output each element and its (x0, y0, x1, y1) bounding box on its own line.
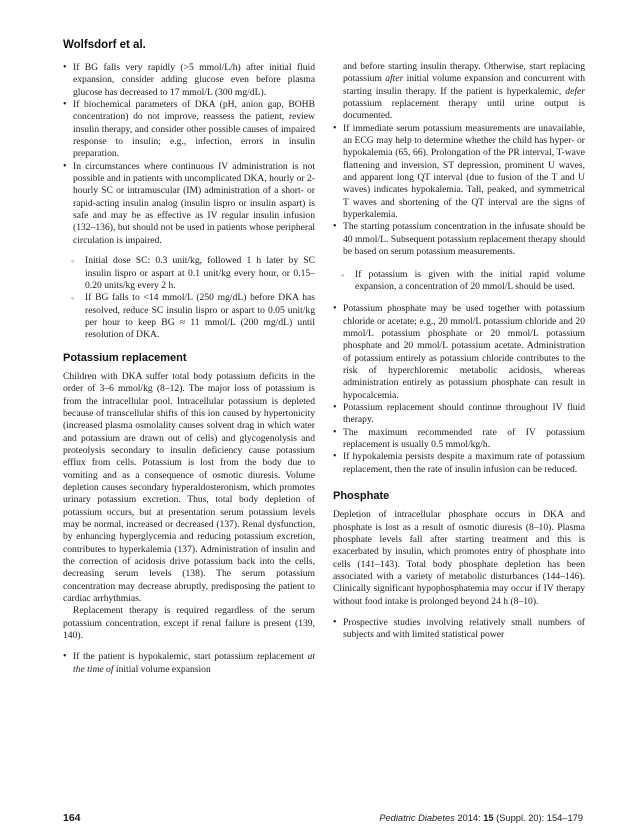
journal-citation (379, 813, 583, 823)
list-item: • The maximum recommended rate of IV potassium replacement is usually 0.5 mmol/kg/h. (333, 427, 585, 452)
journal-year: 2014: (457, 813, 481, 823)
list-item: • Prospective studies involving relatively small numbers of subjects and with limited statistical power (333, 617, 585, 642)
list-item: • If hypokalemia persists despite a maximum rate of potassium replacement, then the rate of insulin infusion can be reduced. (333, 451, 585, 476)
continuation-text: initial volume expansion and concurrent with starting insulin therapy. If the patient is hyperkalemic, (343, 73, 586, 97)
phosphate-paragraph: Depletion of intracellular phosphate occurs in DKA and phosphate is lost as a result of osmotic diuresis (8–10). Plasma phosphate levels fall after starting treatment and this is exacerbated by insulin, which promotes entry of phosphate into cells (141–143). Total body phosphate depletion has been associated with a variety of metabolic disturbances (144–146). Clinically significant hypophosphatemia may occur if IV therapy without food intake is prolonged beyond 24 h (8–10). (333, 509, 585, 607)
section-heading-phosphate: Phosphate (333, 490, 390, 502)
left-sub-bullets (63, 255, 315, 341)
continuation-italic: defer (565, 85, 585, 97)
right-mid-bullets (333, 303, 585, 476)
bullet-text: initial volume expansion (113, 663, 211, 675)
right-bottom-bullets (333, 617, 585, 642)
left-top-bullets (63, 62, 315, 247)
list-item: • In circumstances where continuous IV administration is not possible and in patients with uncomplicated DKA, hourly or 2-hourly SC or intramuscular (IM) administration of a short- or rapid-acting insulin analog (insulin lispro or insulin aspart) is safe and may be as effective as IV regular insulin infusion (132–136), but should not be used in patients whose peripheral circulation is impaired. (63, 161, 315, 247)
continuation-italic: after (385, 73, 404, 85)
list-item: • If BG falls very rapidly (>5 mmol/L/h) after initial fluid expansion, consider adding glucose even before plasma glucose has decreased to 17 mmol/L (300 mg/dL). (63, 62, 315, 99)
list-item: • Potassium phosphate may be used together with potassium chloride or acetate; e.g., 20 mmol/L potassium chloride and 20 mmol/L potassium phosphate or 20 mmol/L potassium phosphate and 20 mmol/L potassium acetate. Administration of potassium entirely as potassium chloride contributes to the risk of hyperchloremic metabolic acidosis, whereas administration entirely as potassium phosphate can result in hypocalcemia. (333, 303, 585, 402)
left-column (63, 62, 315, 676)
sub-list-item: ◦ Initial dose SC: 0.3 unit/kg, followed 1 h later by SC insulin lispro or aspart at 0.1 unit/kg every hour, or 0.15–0.20 units/kg every 2 h. (63, 255, 315, 292)
journal-issue-pages: (Suppl. 20): 154–179 (496, 813, 583, 823)
bullet-text: If the patient is hypokalemic, start potassium replacement (73, 651, 308, 663)
list-item (63, 651, 315, 676)
journal-name: Pediatric Diabetes (379, 813, 455, 823)
sub-list-item: ◦ If BG falls to <14 mmol/L (250 mg/dL) before DKA has resolved, reduce SC insulin lispro or aspart to 0.05 unit/kg per hour to keep BG ≈ 11 mmol/L (200 mg/dL) until resolution of DKA. (63, 292, 315, 341)
potassium-paragraph-2: Replacement therapy is required regardless of the serum potassium concentration, except if renal failure is present (139, 140). (63, 605, 315, 642)
right-top-bullets (333, 123, 585, 259)
list-item: • If immediate serum potassium measurements are unavailable, an ECG may help to determine whether the child has hyper- or hypokalemia (65, 66). Prolongation of the PR interval, T-wave flattening and inversion, ST depression, prominent U waves, and apparent long QT interval (due to fusion of the T and U waves) indicates hypokalemia. Tall, peaked, and symmetrical T waves and shortening of the QT interval are the signs of hyperkalemia. (333, 123, 585, 222)
list-item: • If biochemical parameters of DKA (pH, anion gap, BOHB concentration) do not improve, reassess the patient, review insulin therapy, and consider other possible causes of impaired response to insulin; e.g., infection, errors in insulin preparation. (63, 99, 315, 161)
journal-volume: 15 (483, 813, 494, 823)
page-number: 164 (63, 812, 81, 824)
running-head: Wolfsdorf et al. (63, 39, 146, 51)
list-item: • The starting potassium concentration in the infusate should be 40 mmol/L. Subsequent potassium replacement therapy should be based on serum potassium measurements. (333, 221, 585, 258)
right-column (333, 61, 585, 642)
continuation-paragraph (333, 61, 585, 123)
list-item: • Potassium replacement should continue throughout IV fluid therapy. (333, 402, 585, 427)
section-heading-potassium: Potassium replacement (63, 351, 187, 364)
continuation-text: and before starting insulin therapy. Otherwise, start replacing potassium (343, 61, 585, 85)
sub-list-item: ◦ If potassium is given with the initial rapid volume expansion, a concentration of 20 mmol/L should be used. (333, 269, 585, 294)
bullet-text-italic: at the time of (73, 651, 315, 675)
left-bottom-bullets (63, 651, 315, 676)
right-sub-bullets (333, 269, 585, 294)
continuation-text: potassium replacement therapy until urine output is documented. (343, 98, 585, 122)
potassium-paragraph-1: Children with DKA suffer total body potassium deficits in the order of 3–6 mmol/kg (8–12). The major loss of potassium is from the intracellular pool. Intracellular potassium is depleted because of transcellular shifts of this ion caused by hypertonicity (increased plasma osmolality causes solvent drag in which water and potassium are drawn out of cells) and glycogenolysis and proteolysis secondary to insulin deficiency cause potassium efflux from cells. Potassium is lost from the body due to vomiting and as a consequence of osmotic diuresis. Volume depletion causes secondary hyperaldosteronism, which promotes urinary potassium excretion. Thus, total body depletion of potassium occurs, but at presentation serum potassium levels may be normal, increased or decreased (137). Renal dysfunction, by enhancing hyperglycemia and reducing potassium excretion, contributes to hyperkalemia (137). Administration of insulin and the correction of acidosis drive potassium back into the cells, decreasing serum levels (138). The serum potassium concentration may decrease abruptly, predisposing the patient to cardiac arrhythmias. (63, 370, 315, 605)
